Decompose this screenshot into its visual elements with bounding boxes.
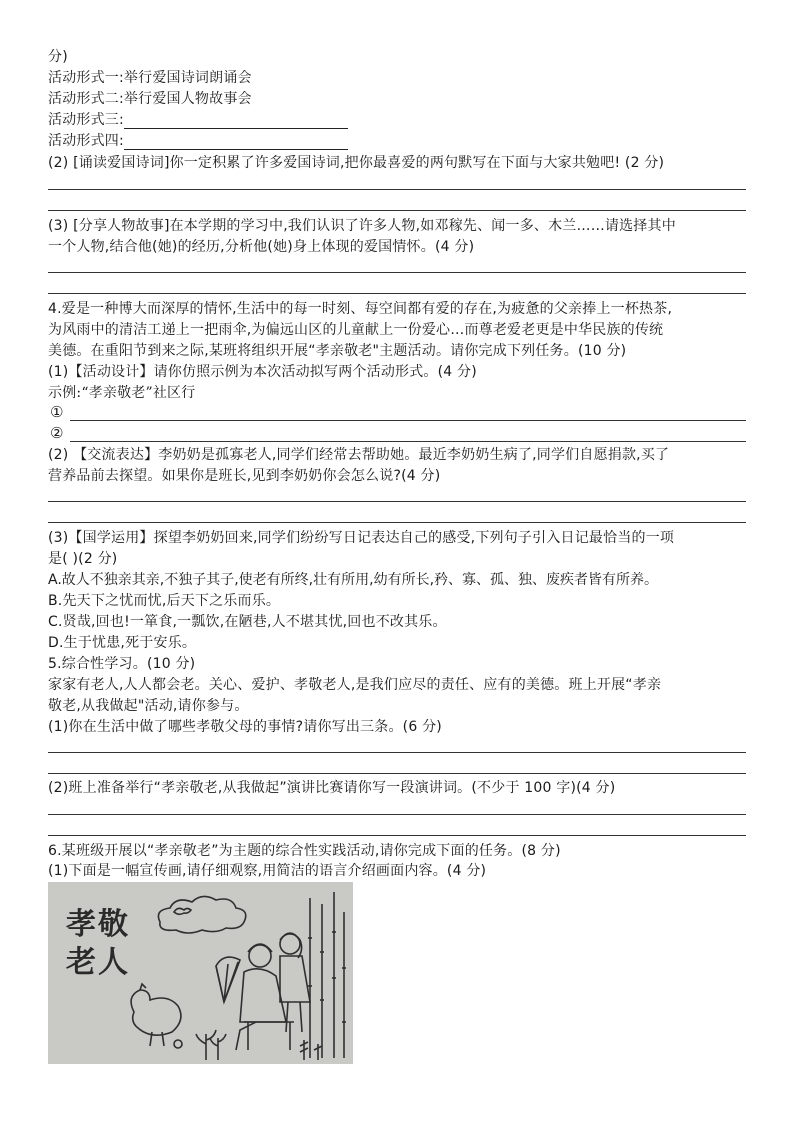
hen-icon xyxy=(131,990,181,1035)
option-a: A.故人不独亲其亲,不独子其子,使老有所终,壮有所用,幼有所长,矜、寡、孤、独、废疾者皆有所养。 xyxy=(48,572,659,588)
text-line: 分) xyxy=(48,49,68,65)
answer-line[interactable] xyxy=(48,522,746,523)
text-line: 活动形式二:举行爱国人物故事会 xyxy=(48,91,252,107)
answer-line[interactable] xyxy=(48,293,746,294)
poster-title-line2: 老人 xyxy=(66,945,130,980)
poster-illustration xyxy=(48,882,353,1064)
promotional-poster-image xyxy=(48,882,353,1064)
text-line: (3) [分享人物故事]在本学期的学习中,我们认识了许多人物,如邓稼先、闻一多、木兰……请选择其中 xyxy=(48,218,676,234)
activity-form-three-label: 活动形式三: xyxy=(48,112,124,128)
bird-icon xyxy=(174,908,191,914)
activity-form-three-blank[interactable] xyxy=(124,114,348,129)
text-line: (1)【活动设计】请你仿照示例为本次活动拟写两个活动形式。(4 分) xyxy=(48,364,477,380)
option-c: C.贤哉,回也!一箪食,一瓢饮,在陋巷,人不堪其忧,回也不改其乐。 xyxy=(48,614,447,630)
text-line: 敬老,从我做起"活动,请你参与。 xyxy=(48,698,249,714)
activity-form-four-label: 活动形式四: xyxy=(48,133,124,149)
text-line: (2) 【交流表达】李奶奶是孤寡老人,同学们经常去帮助她。最近李奶奶生病了,同学们自愿捐款,买了 xyxy=(48,447,670,463)
answer-row-1[interactable] xyxy=(48,403,746,423)
circled-number-1: ① xyxy=(50,403,64,421)
poster-title-line1: 孝敬 xyxy=(66,907,130,942)
answer-row-2[interactable] xyxy=(48,424,746,444)
answer-line[interactable] xyxy=(48,189,746,190)
answer-line[interactable] xyxy=(48,272,746,273)
text-line: 为风雨中的清洁工递上一把雨伞,为偏远山区的儿童献上一份爱心…而尊老爱老更是中华民族的传统 xyxy=(48,322,664,338)
text-line: 一个人物,结合他(她)的经历,分析他(她)身上体现的爱国情怀。(4 分) xyxy=(48,239,475,255)
answer-line[interactable] xyxy=(48,814,746,815)
text-line xyxy=(48,111,348,129)
answer-line[interactable] xyxy=(70,420,746,421)
text-line: 营养品前去探望。如果你是班长,见到李奶奶你会怎么说?(4 分) xyxy=(48,468,441,484)
option-d: D.生于忧患,死于安乐。 xyxy=(48,635,197,651)
text-line: 6.某班级开展以“孝亲敬老”为主题的综合性实践活动,请你完成下面的任务。(8 分) xyxy=(48,843,561,859)
answer-line[interactable] xyxy=(48,210,746,211)
text-line: 是( )(2 分) xyxy=(48,551,118,567)
text-line: 美德。在重阳节到来之际,某班将组织开展“孝亲敬老"主题活动。请你完成下列任务。(10 分) xyxy=(48,343,627,359)
answer-line[interactable] xyxy=(48,752,746,753)
text-line: (1)你在生活中做了哪些孝敬父母的事情?请你写出三条。(6 分) xyxy=(48,719,442,735)
option-b: B.先天下之忧而忧,后天下之乐而乐。 xyxy=(48,593,281,609)
text-line: (1)下面是一幅宣传画,请仔细观察,用简洁的语言介绍画面内容。(4 分) xyxy=(48,863,487,879)
text-line: 5.综合性学习。(10 分) xyxy=(48,656,196,672)
text-line: (2) [诵读爱国诗词]你一定积累了许多爱国诗词,把你最喜爱的两句默写在下面与大家共勉吧! (2 分) xyxy=(48,155,665,171)
text-line: (2)班上准备举行“孝亲敬老,从我做起”演讲比赛请你写一段演讲词。(不少于 100 字)(4 分) xyxy=(48,780,616,796)
text-line xyxy=(48,132,348,150)
text-line: 活动形式一:举行爱国诗词朗诵会 xyxy=(48,70,252,86)
activity-form-four-blank[interactable] xyxy=(124,135,348,150)
text-line: (3)【国学运用】探望李奶奶回来,同学们纷纷写日记表达自己的感受,下列句子引入日记最恰当的一项 xyxy=(48,530,675,546)
answer-line[interactable] xyxy=(70,441,746,442)
answer-line[interactable] xyxy=(48,835,746,836)
answer-line[interactable] xyxy=(48,501,746,502)
text-line: 4.爱是一种博大而深厚的情怀,生活中的每一时刻、每空间都有爱的存在,为疲惫的父亲捧上一杯热茶, xyxy=(48,301,673,317)
circled-number-2: ② xyxy=(50,424,64,442)
answer-line[interactable] xyxy=(48,773,746,774)
text-line: 家家有老人,人人都会老。关心、爱护、孝敬老人,是我们应尽的责任、应有的美德。班上开展“孝亲 xyxy=(48,677,662,693)
chick-icon xyxy=(174,1040,182,1048)
example-line: 示例:“孝亲敬老”社区行 xyxy=(48,385,196,401)
cloud-icon xyxy=(158,896,245,933)
